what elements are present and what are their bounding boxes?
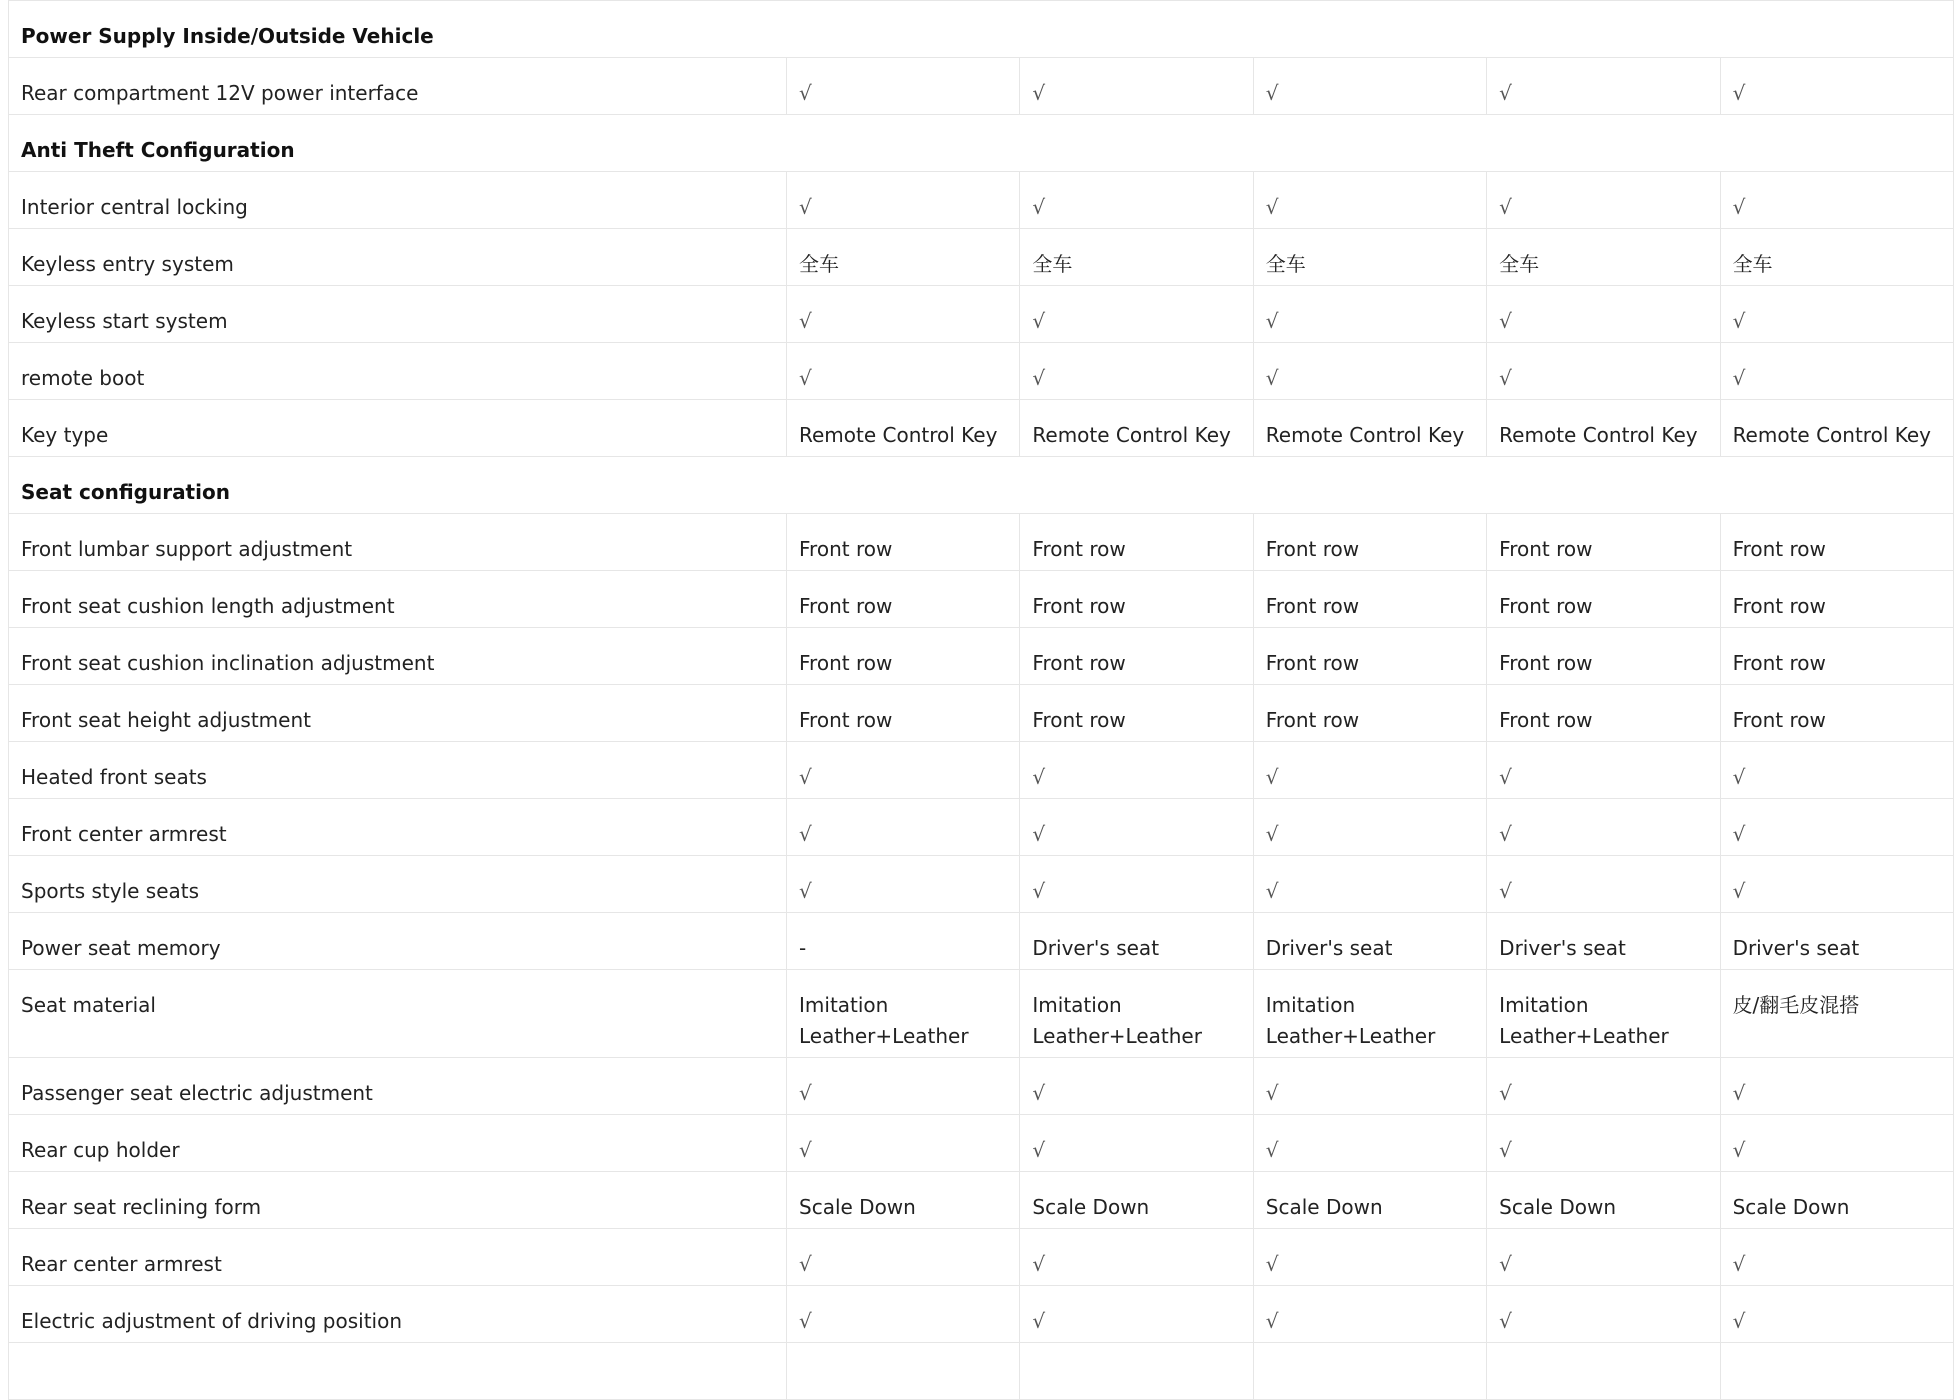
spec-value-cell: 全车	[1253, 229, 1486, 286]
spec-label: Rear seat reclining form	[9, 1172, 787, 1229]
spec-label: Key type	[9, 400, 787, 457]
spec-value-cell: Front row	[1487, 514, 1720, 571]
spec-label: Keyless start system	[9, 286, 787, 343]
spec-value-cell: 全车	[1487, 229, 1720, 286]
check-mark-cell: √	[1720, 1229, 1953, 1286]
check-mark-cell: √	[1253, 1286, 1486, 1343]
check-mark-cell: √	[787, 742, 1020, 799]
spec-value-cell: Imitation Leather+Leather	[1020, 970, 1253, 1058]
section-title-anti-theft-configuration: Anti Theft Configuration	[9, 115, 1954, 172]
check-mark-cell: √	[787, 58, 1020, 115]
check-mark-cell: √	[1253, 1058, 1486, 1115]
spec-value-cell: Front row	[787, 571, 1020, 628]
section-title-power-supply-inside-outside-vehicle: Power Supply Inside/Outside Vehicle	[9, 1, 1954, 58]
spec-value-cell: Remote Control Key	[1253, 400, 1486, 457]
table-row	[9, 400, 1954, 457]
check-mark-cell: √	[1487, 286, 1720, 343]
spec-value-cell: Front row	[1253, 514, 1486, 571]
spec-value-cell: Driver's seat	[1487, 913, 1720, 970]
table-row	[9, 1286, 1954, 1343]
check-mark-cell: √	[1253, 172, 1486, 229]
section-header-row	[9, 1, 1954, 58]
spec-value-cell: Remote Control Key	[1720, 400, 1953, 457]
check-mark-cell: √	[1720, 1115, 1953, 1172]
spec-label: Front center armrest	[9, 799, 787, 856]
check-mark-cell: √	[1720, 799, 1953, 856]
spec-value-cell: Scale Down	[1020, 1172, 1253, 1229]
table-row	[9, 1115, 1954, 1172]
check-mark-cell: √	[1487, 172, 1720, 229]
section-header-row	[9, 115, 1954, 172]
spec-value-cell: -	[787, 913, 1020, 970]
spec-label: Passenger seat electric adjustment	[9, 1058, 787, 1115]
spec-label: Heated front seats	[9, 742, 787, 799]
table-row	[9, 1229, 1954, 1286]
spec-value-cell	[1720, 1343, 1953, 1400]
check-mark-cell: √	[1487, 742, 1720, 799]
spec-label: Rear compartment 12V power interface	[9, 58, 787, 115]
check-mark-cell: √	[787, 286, 1020, 343]
spec-value-cell: Front row	[1720, 514, 1953, 571]
check-mark-cell: √	[1253, 742, 1486, 799]
spec-label: Front seat cushion length adjustment	[9, 571, 787, 628]
check-mark-cell: √	[787, 1058, 1020, 1115]
table-row	[9, 799, 1954, 856]
spec-value-cell: Front row	[1720, 628, 1953, 685]
spec-value-cell: 全车	[1720, 229, 1953, 286]
table-row	[9, 286, 1954, 343]
spec-value-cell: Front row	[1020, 685, 1253, 742]
spec-label: Sports style seats	[9, 856, 787, 913]
section-header-row	[9, 457, 1954, 514]
table-row	[9, 172, 1954, 229]
table-row	[9, 1058, 1954, 1115]
check-mark-cell: √	[1020, 343, 1253, 400]
spec-value-cell	[1253, 1343, 1486, 1400]
check-mark-cell: √	[1487, 1058, 1720, 1115]
spec-value-cell: Scale Down	[787, 1172, 1020, 1229]
check-mark-cell: √	[1720, 58, 1953, 115]
spec-value-cell: Driver's seat	[1020, 913, 1253, 970]
check-mark-cell: √	[787, 1115, 1020, 1172]
check-mark-cell: √	[1020, 286, 1253, 343]
section-title-seat-configuration: Seat configuration	[9, 457, 1954, 514]
check-mark-cell: √	[1487, 343, 1720, 400]
table-row	[9, 970, 1954, 1058]
check-mark-cell: √	[1020, 1115, 1253, 1172]
spec-label: Keyless entry system	[9, 229, 787, 286]
check-mark-cell: √	[1487, 1229, 1720, 1286]
spec-value-cell	[1020, 1343, 1253, 1400]
table-row	[9, 628, 1954, 685]
spec-value-cell: Front row	[787, 628, 1020, 685]
table-row	[9, 58, 1954, 115]
spec-label	[9, 1343, 787, 1400]
check-mark-cell: √	[1253, 1115, 1486, 1172]
check-mark-cell: √	[787, 799, 1020, 856]
spec-value-cell: Front row	[787, 685, 1020, 742]
spec-label: Seat material	[9, 970, 787, 1058]
check-mark-cell: √	[1020, 172, 1253, 229]
check-mark-cell: √	[1253, 286, 1486, 343]
table-row	[9, 229, 1954, 286]
check-mark-cell: √	[1720, 1058, 1953, 1115]
check-mark-cell: √	[1487, 1115, 1720, 1172]
spec-value-cell: 皮/翻毛皮混搭	[1720, 970, 1953, 1058]
spec-label: Rear center armrest	[9, 1229, 787, 1286]
check-mark-cell: √	[1253, 343, 1486, 400]
check-mark-cell: √	[1720, 742, 1953, 799]
check-mark-cell: √	[1020, 799, 1253, 856]
check-mark-cell: √	[1020, 1286, 1253, 1343]
check-mark-cell: √	[1020, 856, 1253, 913]
spec-label: Interior central locking	[9, 172, 787, 229]
check-mark-cell: √	[1020, 742, 1253, 799]
check-mark-cell: √	[1720, 856, 1953, 913]
spec-table-body	[9, 0, 1954, 1400]
check-mark-cell: √	[787, 172, 1020, 229]
spec-value-cell: Front row	[1020, 571, 1253, 628]
table-row	[9, 913, 1954, 970]
check-mark-cell: √	[1720, 343, 1953, 400]
table-row	[9, 343, 1954, 400]
table-row	[9, 856, 1954, 913]
check-mark-cell: √	[787, 1286, 1020, 1343]
spec-label: Front seat cushion inclination adjustment	[9, 628, 787, 685]
spec-value-cell: Scale Down	[1253, 1172, 1486, 1229]
spec-label: Electric adjustment of driving position	[9, 1286, 787, 1343]
check-mark-cell: √	[1253, 1229, 1486, 1286]
spec-value-cell: Imitation Leather+Leather	[787, 970, 1020, 1058]
spec-value-cell: Front row	[1253, 628, 1486, 685]
table-row	[9, 685, 1954, 742]
spec-value-cell: Scale Down	[1487, 1172, 1720, 1229]
spec-value-cell: Driver's seat	[1720, 913, 1953, 970]
check-mark-cell: √	[1720, 286, 1953, 343]
check-mark-cell: √	[1253, 58, 1486, 115]
spec-value-cell: Front row	[1253, 685, 1486, 742]
spec-value-cell: Front row	[1487, 628, 1720, 685]
spec-value-cell: Front row	[1020, 628, 1253, 685]
check-mark-cell: √	[1720, 1286, 1953, 1343]
spec-label: remote boot	[9, 343, 787, 400]
spec-value-cell: Front row	[1020, 514, 1253, 571]
spec-value-cell: Driver's seat	[1253, 913, 1486, 970]
spec-value-cell: Remote Control Key	[787, 400, 1020, 457]
check-mark-cell: √	[787, 343, 1020, 400]
spec-value-cell: Imitation Leather+Leather	[1253, 970, 1486, 1058]
table-row	[9, 1343, 1954, 1400]
spec-value-cell: Front row	[1253, 571, 1486, 628]
table-row	[9, 571, 1954, 628]
table-row	[9, 1172, 1954, 1229]
table-row	[9, 742, 1954, 799]
spec-label: Front seat height adjustment	[9, 685, 787, 742]
spec-value-cell: Remote Control Key	[1487, 400, 1720, 457]
spec-label: Rear cup holder	[9, 1115, 787, 1172]
check-mark-cell: √	[1487, 58, 1720, 115]
spec-value-cell: Front row	[1720, 685, 1953, 742]
spec-value-cell: Front row	[1487, 571, 1720, 628]
spec-value-cell: Front row	[1487, 685, 1720, 742]
spec-value-cell: Front row	[1720, 571, 1953, 628]
spec-value-cell: 全车	[1020, 229, 1253, 286]
check-mark-cell: √	[1487, 856, 1720, 913]
check-mark-cell: √	[1487, 799, 1720, 856]
spec-value-cell: Imitation Leather+Leather	[1487, 970, 1720, 1058]
check-mark-cell: √	[1487, 1286, 1720, 1343]
check-mark-cell: √	[1020, 1058, 1253, 1115]
spec-label: Front lumbar support adjustment	[9, 514, 787, 571]
spec-value-cell	[787, 1343, 1020, 1400]
check-mark-cell: √	[1253, 799, 1486, 856]
spec-value-cell	[1487, 1343, 1720, 1400]
check-mark-cell: √	[1020, 1229, 1253, 1286]
spec-label: Power seat memory	[9, 913, 787, 970]
table-row	[9, 514, 1954, 571]
check-mark-cell: √	[1720, 172, 1953, 229]
spec-table	[8, 0, 1954, 1400]
spec-value-cell: Scale Down	[1720, 1172, 1953, 1229]
check-mark-cell: √	[1253, 856, 1486, 913]
check-mark-cell: √	[787, 1229, 1020, 1286]
spec-value-cell: Front row	[787, 514, 1020, 571]
spec-value-cell: Remote Control Key	[1020, 400, 1253, 457]
check-mark-cell: √	[787, 856, 1020, 913]
check-mark-cell: √	[1020, 58, 1253, 115]
spec-value-cell: 全车	[787, 229, 1020, 286]
